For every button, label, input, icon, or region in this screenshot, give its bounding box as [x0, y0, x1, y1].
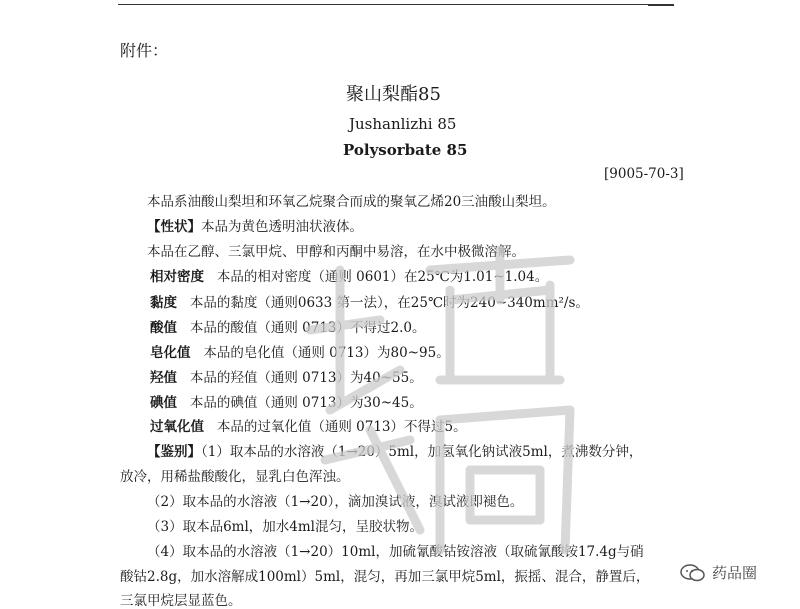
identification-4-line-3: 三氯甲烷层显蓝色。 — [120, 593, 242, 609]
title-english: Polysorbate 85 — [343, 141, 468, 159]
intro-text: 本品系油酸山梨坦和环氧乙烷聚合而成的聚氧乙烯20三油酸山梨坦。 — [147, 194, 556, 210]
property-row — [150, 341, 450, 361]
property-label: 黏度 — [150, 295, 177, 311]
title-pinyin: Jushanlizhi 85 — [349, 115, 457, 133]
identification-4-line-2: 酸钴2.8g，加水溶解成100ml）5ml，混匀，再加三氯甲烷5ml，振摇、混合，静置后， — [120, 569, 650, 585]
property-label: 相对密度 — [150, 269, 204, 285]
identification-1-line-2: 放冷，用稀盐酸酸化，显乳白色浑浊。 — [120, 469, 350, 485]
property-text: 本品的过氧化值（通则 0713）不得过5。 — [216, 419, 467, 435]
property-label: 酸值 — [150, 320, 177, 336]
identification-4-line-1: （4）取本品的水溶液（1→20）10ml，加硫氰酸钴铵溶液（取硫氰酸铵17.4g与硝 — [147, 544, 644, 560]
character-paragraph — [147, 215, 363, 235]
property-row — [150, 366, 423, 386]
logo-text: 药品圈 — [712, 564, 758, 582]
attachment-label: 附件： — [120, 41, 169, 60]
property-label: 羟值 — [150, 370, 177, 386]
character-text: 本品为黄色透明油状液体。 — [201, 219, 363, 235]
property-row — [150, 265, 548, 285]
wechat-logo — [680, 562, 757, 583]
property-label: 皂化值 — [150, 345, 191, 361]
identification-label: 【鉴别】 — [147, 444, 201, 460]
property-row — [150, 291, 589, 311]
character-label: 【性状】 — [147, 219, 201, 235]
title-chinese: 聚山梨酯85 — [346, 84, 441, 105]
identification-3: （3）取本品6ml，加水4ml混匀，呈胶状物。 — [147, 519, 424, 535]
top-mark — [648, 0, 674, 6]
solubility-text: 本品在乙醇、三氯甲烷、甲醇和丙酮中易溶，在水中极微溶解。 — [147, 244, 525, 260]
property-text: 本品的黏度（通则0633 第一法），在25℃时为240~340mm²/s。 — [189, 295, 589, 311]
property-label: 过氧化值 — [150, 419, 204, 435]
property-row — [150, 415, 467, 435]
wechat-icon — [680, 563, 706, 583]
property-row — [150, 316, 426, 336]
watermark-glyph: 稿 — [200, 130, 201, 131]
identification-1-line-1: （1）取本品的水溶液（1→20）5ml，加氢氧化钠试液5ml，煮沸数分钟， — [201, 444, 643, 460]
top-rule — [118, 4, 674, 5]
cas-number: [9005-70-3] — [604, 166, 684, 182]
property-label: 碘值 — [150, 395, 177, 411]
identification-paragraph — [147, 440, 642, 460]
property-row — [150, 391, 423, 411]
property-text: 本品的酸值（通则 0713）不得过2.0。 — [189, 320, 426, 336]
property-text: 本品的相对密度（通则 0601）在25℃为1.01~1.04。 — [216, 269, 549, 285]
identification-2: （2）取本品的水溶液（1→20），滴加溴试液，溴试液即褪色。 — [147, 494, 524, 510]
property-text: 本品的皂化值（通则 0713）为80~95。 — [203, 345, 450, 361]
property-text: 本品的碘值（通则 0713）为30~45。 — [189, 395, 423, 411]
property-text: 本品的羟值（通则 0713）为40~55。 — [189, 370, 423, 386]
